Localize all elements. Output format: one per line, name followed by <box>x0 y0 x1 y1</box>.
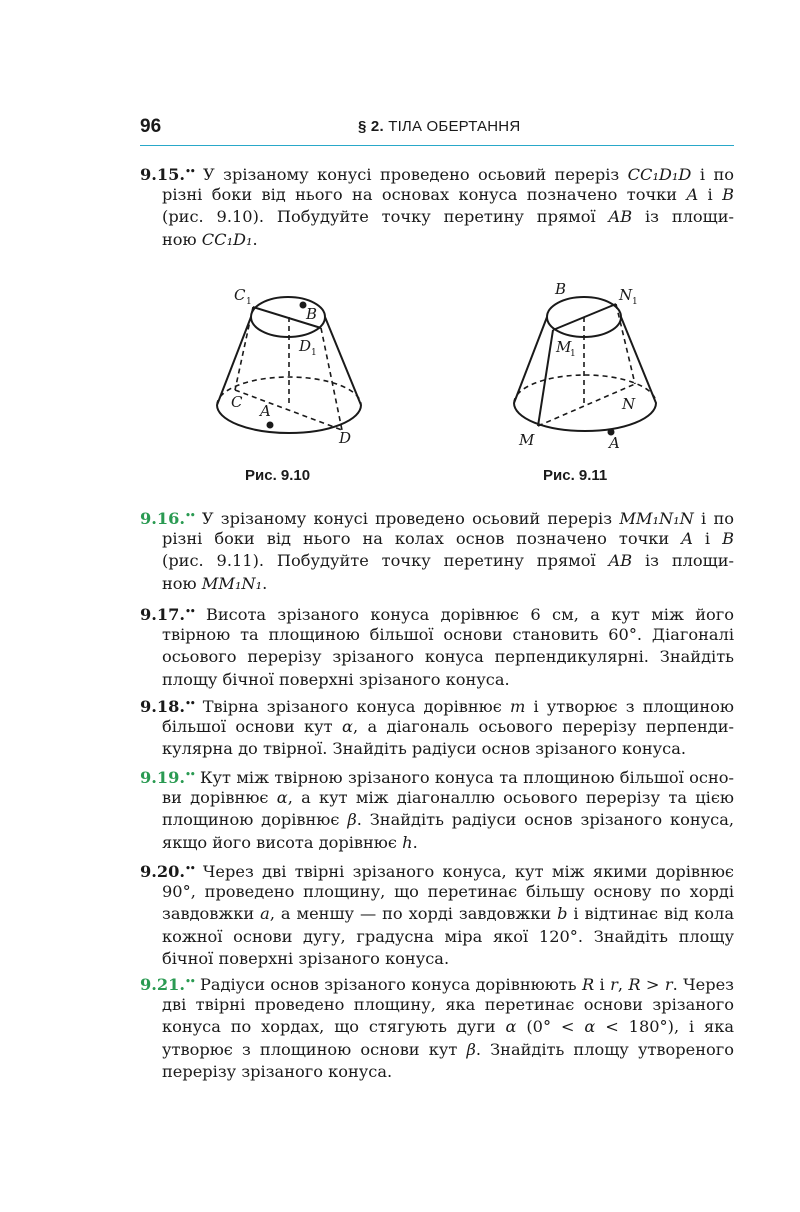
label-d: D <box>339 429 352 447</box>
figure-caption-9-10: Рис. 9.10 <box>245 467 311 484</box>
problem-number: 9.16.•• <box>140 509 195 528</box>
label-c1: C <box>234 286 246 304</box>
problem-number: 9.19.•• <box>140 768 195 787</box>
label-a: A <box>609 434 620 450</box>
problem-9-15: 9.15.•• У зрізаному конусі проведено осьовий переріз CC₁D₁D і по різні боки від нього на основах конуса позначено точки A і B (рис. 9.10). Побудуйте точку перетину прямої AB із площи- ною CC₁D₁. <box>140 165 734 249</box>
figure-caption-9-11: Рис. 9.11 <box>543 467 608 484</box>
label-b: B <box>306 305 318 323</box>
svg-text:1: 1 <box>632 297 638 307</box>
svg-text:1: 1 <box>311 348 317 358</box>
label-b: B <box>555 280 567 298</box>
problem-number: 9.21.•• <box>140 975 195 994</box>
problem-9-19: 9.19.•• Кут між твірною зрізаного конуса та площиною більшої осно- ви дорівнює α, а кут між діагоналлю осьового перерізу та цією площиною дорівнює β. Знайдіть радіуси основ зрізаного конуса, якщо його висота дорівнює h. <box>140 768 734 852</box>
problem-number: 9.20.•• <box>140 862 195 881</box>
label-m1: M <box>556 338 572 356</box>
section-title: ТІЛА ОБЕРТАННЯ <box>388 118 521 135</box>
label-m: M <box>519 431 535 449</box>
label-n1: N <box>619 286 633 304</box>
problem-9-18: 9.18.•• Твірна зрізаного конуса дорівнює m і утворює з площиною більшої основи кут α, а діагональ осьового перерізу перпенди- кулярна до твірної. Знайдіть радіуси основ зрізаного конуса. <box>140 697 734 759</box>
label-d1: D <box>299 337 312 355</box>
problem-number: 9.17.•• <box>140 605 195 624</box>
problem-number: 9.18.•• <box>140 697 195 716</box>
svg-text:1: 1 <box>570 349 576 359</box>
figure-9-11 <box>505 280 675 450</box>
page-header <box>140 116 734 146</box>
label-c: C <box>231 393 243 411</box>
problem-number: 9.15.•• <box>140 165 195 184</box>
problem-9-17: 9.17.•• Висота зрізаного конуса дорівнює 6 см, а кут між його твірною та площиною більшої основи становить 60°. Діагоналі осьового перерізу зрізаного конуса перпендикулярні. Знайдіть площу бічної поверхні зрізаного конуса. <box>140 605 734 689</box>
label-n: N <box>622 395 636 413</box>
section-mark: § 2. <box>358 118 384 135</box>
point-a-dot <box>267 422 274 429</box>
svg-text:1: 1 <box>246 297 252 307</box>
problem-9-16: 9.16.•• У зрізаному конусі проведено осьовий переріз MM₁N₁N і по різні боки від нього на колах основ позначено точки A і B (рис. 9.11). Побудуйте точку перетину прямої AB із площи- ною MM₁N₁. <box>140 509 735 593</box>
problem-9-21: 9.21.•• Радіуси основ зрізаного конуса дорівнюють R і r, R > r. Через дві твірні проведено площину, яка перетинає основи зрізаного конуса по хордах, що стягують дуги α (0° < α < 180°), і яка утворює з площиною основи кут β. Знайдіть площу утвореного перерізу зрізаного конуса. <box>140 975 735 1082</box>
running-head <box>358 118 520 135</box>
page-number: 96 <box>140 116 162 137</box>
problem-9-20: 9.20.•• Через дві твірні зрізаного конуса, кут між якими дорівнює 90°, проведено площину, що перетинає більшу основу по хорді завдовжки a, а меншу — по хорді завдовжки b і відтинає від кола кожної основи дугу, градусна міра якої 120°. Знайдіть площу бічної поверхні зрізаного конуса. <box>140 862 734 969</box>
figure-9-10 <box>205 280 375 450</box>
label-a: A <box>260 402 271 420</box>
